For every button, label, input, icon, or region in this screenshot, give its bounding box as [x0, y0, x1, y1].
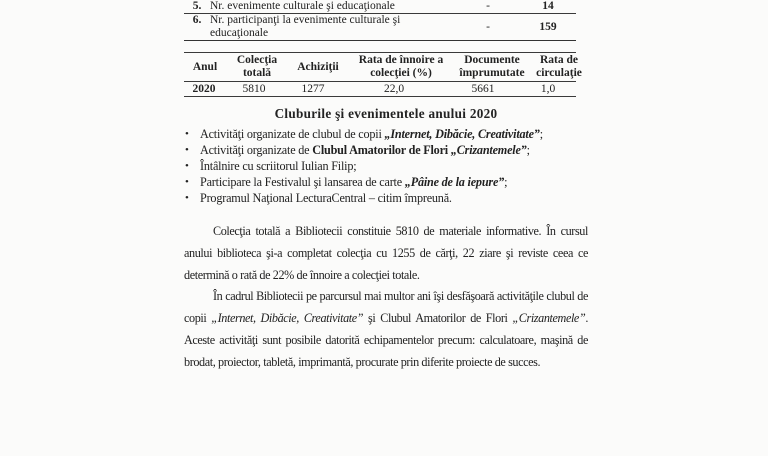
- cell-rata-innoire: 22,0: [383, 82, 405, 95]
- bullet-icon: •: [185, 128, 189, 140]
- indicator-dash: -: [486, 0, 490, 12]
- table-row: [184, 0, 576, 14]
- cell-anul: 2020: [192, 82, 216, 95]
- table-header-row: [184, 53, 582, 82]
- list-item: [184, 174, 582, 190]
- list-item-text: Participare la Festivalul şi lansarea de carte „Pâine de la iepure”;: [200, 175, 508, 189]
- document-content: [184, 0, 588, 374]
- list-item: [184, 142, 582, 158]
- bullet-icon: •: [185, 176, 189, 188]
- collection-stats-table: [184, 52, 582, 97]
- row-number: 6.: [192, 14, 202, 26]
- cell-achizitii: 1277: [301, 82, 325, 95]
- table-data-row: [184, 82, 576, 97]
- cell-colectia-totala: 5810: [242, 82, 266, 95]
- column-header-rata-innoire: Rata de înnoire a colecţiei (%): [358, 54, 444, 79]
- paragraph-collection: Colecţia totală a Bibliotecii constituie 5810 de materiale informative. În cursul anului biblioteca şi-a completat colecţia cu 1255 de cărţi, 22 ziare şi reviste ceea ce determină o rată de 22% de înnoire a colecţiei totale.: [184, 224, 588, 282]
- indicator-value: 159: [539, 20, 557, 33]
- column-header-achizitii: Achiziţii: [297, 60, 339, 73]
- cell-documente-imprumutate: 5661: [471, 82, 495, 95]
- paragraph-clubs: În cadrul Bibliotecii pe parcursul mai multor ani îşi desfăşoară activităţile clubul de copii „Internet, Dibăcie, Creativitate” şi Clubul Amatorilor de Flori „Crizantemele”. Aceste activităţi sunt posibile datorită echipamentelor precum: calculatoare, maşină de brodat, proiector, tabletă, imprimantă, procurate prin diferite proiecte de succes.: [184, 289, 588, 369]
- list-item: [184, 126, 582, 142]
- column-header-rata-circulatie: Rata de circulaţie: [536, 54, 582, 79]
- bullet-icon: •: [185, 160, 189, 172]
- indicators-summary-table: [184, 0, 576, 41]
- body-text: [184, 221, 588, 374]
- indicator-value: 14: [542, 0, 554, 12]
- section-heading: Cluburile şi evenimentele anului 2020: [274, 106, 498, 121]
- table-row: [184, 14, 576, 41]
- list-item-text: Întâlnire cu scriitorul Iulian Filip;: [200, 159, 357, 173]
- indicator-dash: -: [486, 20, 490, 33]
- bullet-icon: •: [185, 144, 189, 156]
- bullet-icon: •: [185, 192, 189, 204]
- column-header-documente-imprumutate: Documente împrumutate: [459, 54, 525, 79]
- list-item-text: Activităţi organizate de clubul de copii „Internet, Dibăcie, Creativitate”;: [200, 127, 543, 141]
- clubs-bullet-list: [184, 126, 582, 206]
- indicator-label: Nr. evenimente culturale şi educaţionale: [210, 0, 395, 12]
- list-item: [184, 190, 582, 206]
- cell-rata-circulatie: 1,0: [540, 82, 556, 95]
- column-header-anul: Anul: [192, 60, 218, 73]
- list-item-text: Programul Naţional LecturaCentral – citim împreună.: [200, 191, 452, 205]
- indicator-label: Nr. participanţi la evenimente culturale şi educaţionale: [210, 14, 401, 39]
- row-number: 5.: [192, 0, 202, 12]
- list-item-text: Activităţi organizate de Clubul Amatorilor de Flori „Crizantemele”;: [200, 143, 530, 157]
- list-item: [184, 158, 582, 174]
- column-header-colectia-totala: Colecţia totală: [236, 54, 278, 79]
